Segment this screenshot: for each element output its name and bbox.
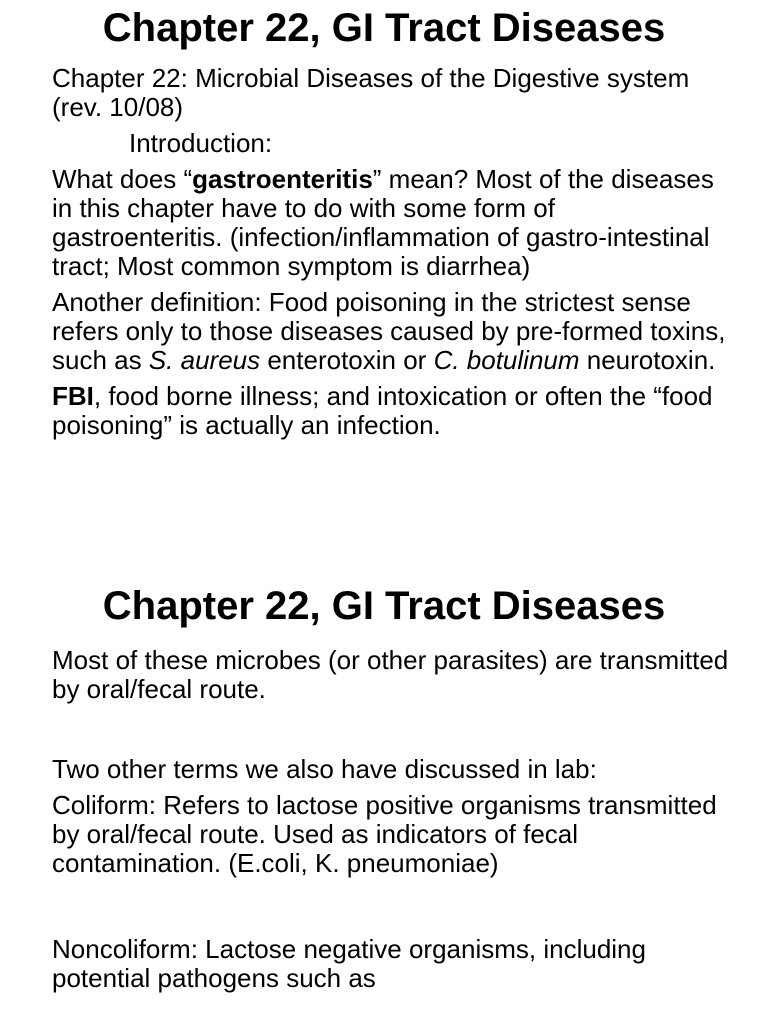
terms-paragraph: Two other terms we also have discussed in lab:: [52, 754, 597, 784]
introduction-label: Introduction:: [129, 128, 273, 158]
slide-body: [52, 64, 732, 447]
coliform-paragraph: Coliform: Refers to lactose positive organisms transmitted by oral/fecal route. Used as indicators of fecal contamination. (E.coli, K. pneumoniae): [52, 790, 717, 878]
paragraph-text: What does “: [52, 164, 193, 194]
slide-title: Chapter 22, GI Tract Diseases: [102, 6, 666, 50]
slide-2: [0, 576, 768, 1024]
bold-term: gastroenteritis: [192, 164, 373, 194]
species-name: C. botulinum: [433, 345, 580, 375]
paragraph-text: enterotoxin or: [260, 345, 434, 375]
paragraph-text: , food borne illness; and intoxication or often the “food poisoning” is actually an infection.: [52, 381, 713, 440]
transmission-paragraph: Most of these microbes (or other parasites) are transmitted by oral/fecal route.: [52, 645, 729, 704]
chapter-heading: Chapter 22: Microbial Diseases of the Digestive system (rev. 10/08): [52, 63, 690, 122]
species-name: S. aureus: [148, 345, 261, 375]
fbi-paragraph: [52, 382, 732, 440]
slide-title: Chapter 22, GI Tract Diseases: [102, 584, 666, 628]
paragraph-text: Another definition: Food poisoning in the strictest sense refers only to those diseases caused by pre-formed toxins, such as: [52, 287, 726, 375]
paragraph-text: neurotoxin.: [579, 345, 716, 375]
bold-term: FBI: [52, 381, 94, 411]
slide-body: [52, 646, 732, 1000]
spacer: [52, 885, 732, 935]
spacer: [52, 711, 732, 755]
noncoliform-paragraph: Noncoliform: Lactose negative organisms, including potential pathogens such as: [52, 934, 646, 993]
food-poisoning-paragraph: [52, 288, 732, 375]
gastroenteritis-paragraph: [52, 165, 732, 281]
paragraph-text: ” mean? Most of the diseases in this chapter have to do with some form of gastroenteritis. (infection/inflammation of gastro-intestinal tract; Most common symptom is diarrhea): [52, 164, 714, 281]
